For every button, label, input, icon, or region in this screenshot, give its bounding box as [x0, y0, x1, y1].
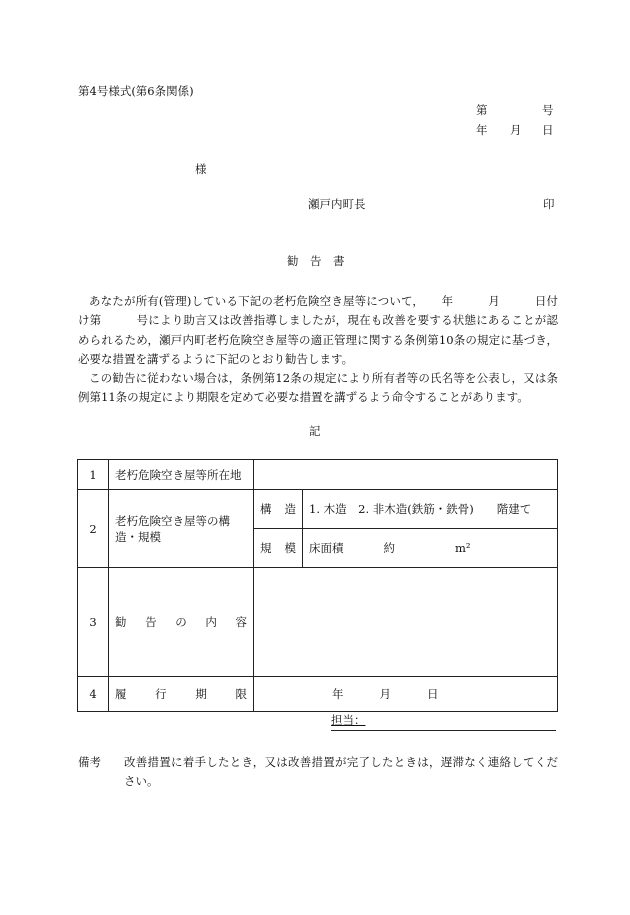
- scale-value[interactable]: [303, 529, 558, 568]
- document-title: [287, 256, 356, 268]
- remarks-text: 改善措置に着手したとき，又は改善措置が完了したときは，遅滞なく連絡してください。: [124, 755, 558, 788]
- body-text: [78, 292, 558, 408]
- structure-label: [254, 490, 303, 529]
- label-char: 規: [260, 541, 272, 555]
- row-label-location: 老朽危険空き屋等所在地: [109, 460, 254, 490]
- row-number: 4: [78, 677, 109, 712]
- label-char: 履: [115, 687, 127, 701]
- form-number: 第4号様式(第6条関係): [78, 84, 194, 98]
- body-paragraph-1: あなたが所有(管理)している下記の老朽危険空き屋等について， 年 月 日付け第 号により助言又は改善指導しましたが，現在も改善を要する状態にあることが認められるため，瀬戸内町老朽危険空き屋等の適正管理に関する条例第10条の規定に基づき，必要な措置を講ずるように下記のとおり勧告します。: [78, 294, 558, 366]
- date-month: 月: [510, 123, 522, 137]
- row-number: 3: [78, 568, 109, 677]
- person-in-charge-label: 担当：: [331, 713, 366, 727]
- area-unit: m²: [455, 541, 471, 555]
- label-char: 行: [155, 687, 167, 701]
- label-char: 内: [205, 615, 217, 629]
- label-char: 期: [195, 687, 207, 701]
- table-row: [78, 490, 558, 529]
- table-row: [78, 677, 558, 712]
- table-row: [78, 460, 558, 490]
- deadline-year: 年: [332, 687, 344, 701]
- deadline-value[interactable]: [254, 677, 558, 712]
- label-char: 容: [235, 615, 247, 629]
- scale-label: [254, 529, 303, 568]
- title-char: 告: [310, 254, 322, 268]
- row-number: 1: [78, 460, 109, 490]
- recommendation-table: [77, 459, 558, 712]
- content-value[interactable]: [254, 568, 558, 677]
- deadline-day: 日: [427, 687, 439, 701]
- row-label-content: [109, 568, 254, 677]
- date-day: 日: [542, 123, 554, 137]
- label-char: 構: [260, 502, 272, 516]
- remarks-label: 備考: [78, 755, 101, 769]
- ki-heading: 記: [309, 424, 321, 438]
- table-row: [78, 568, 558, 677]
- title-char: 勧: [287, 254, 299, 268]
- floor-area-label: 床面積: [309, 541, 344, 555]
- approx-label: 約: [383, 541, 395, 555]
- row-label-deadline: [109, 677, 254, 712]
- title-char: 書: [333, 254, 345, 268]
- body-paragraph-2: この勧告に従わない場合は，条例第12条の規定により所有者等の氏名等を公表し，又は条例第11条の規定により期限を定めて必要な措置を講ずるよう命令することがあります。: [78, 371, 558, 405]
- label-char: 告: [145, 615, 157, 629]
- structure-value[interactable]: 1. 木造 2. 非木造(鉄筋・鉄骨) 階建て: [303, 490, 558, 529]
- label-char: 模: [284, 541, 296, 555]
- seal-mark: 印: [543, 197, 555, 211]
- label-char: の: [175, 615, 187, 629]
- row-number: 2: [78, 490, 109, 568]
- row-label-structure-scale: 老朽危険空き屋等の構造・規模: [109, 490, 254, 568]
- deadline-month: 月: [379, 687, 391, 701]
- label-char: 造: [284, 502, 296, 516]
- label-char: 勧: [115, 615, 127, 629]
- label-char: 限: [235, 687, 247, 701]
- date-year: 年: [476, 123, 488, 137]
- person-in-charge[interactable]: [331, 715, 556, 731]
- issuer-name: 瀬戸内町長: [308, 197, 366, 211]
- location-value[interactable]: [254, 460, 558, 490]
- addressee-honorific: 様: [195, 162, 207, 176]
- document-number-label: 第: [476, 103, 488, 117]
- document-number-suffix: 号: [542, 103, 554, 117]
